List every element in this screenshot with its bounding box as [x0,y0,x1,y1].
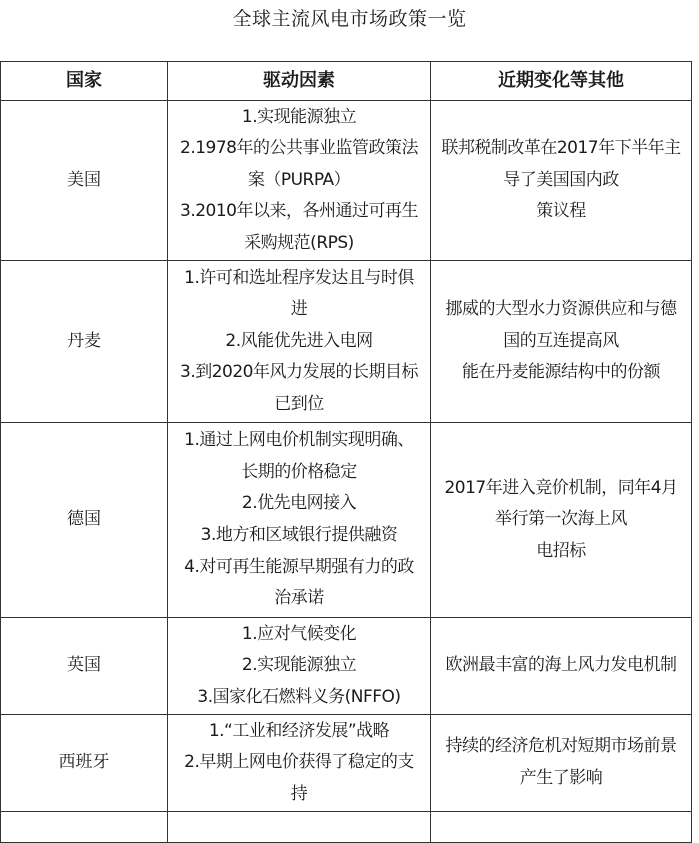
change-line: 国的互连提高风 [503,330,619,351]
driver-line: 2.1978年的公共事业监管政策法 [180,138,418,159]
table-row [1,423,692,618]
changes-cell [431,618,692,715]
change-line: 策议程 [536,201,586,222]
driver-line: 治承诺 [274,588,324,609]
drivers-cell [168,261,431,423]
table-row [1,812,692,843]
change-line: 产生了影响 [519,768,603,788]
driver-line: 2.风能优先进入电网 [225,330,373,351]
change-line: 持续的经济危机对短期市场前景 [445,736,677,757]
driver-line: 已到位 [274,393,324,414]
drivers-cell [168,618,431,715]
policy-table [0,61,692,843]
change-line: 电招标 [536,540,586,561]
driver-line: 1.实现能源独立 [241,106,357,127]
driver-line: 3.2010年以来，各州通过可再生 [180,201,418,222]
driver-line: 长期的价格稳定 [241,461,357,482]
table-row [1,715,692,812]
table-row [1,261,692,423]
header-drivers: 驱动因素 [168,62,431,101]
change-line: 欧洲最丰富的海上风力发电机制 [445,655,677,676]
change-line: 举行第一次海上风 [495,509,627,530]
header-row [1,62,692,101]
table-row [1,101,692,261]
driver-line: 3.到2020年风力发展的长期目标 [180,362,418,383]
change-line: 能在丹麦能源结构中的份额 [462,362,660,383]
change-line: 2017年进入竞价机制，同年4月 [444,477,678,498]
driver-line: 1.应对气候变化 [241,623,357,644]
driver-line: 1.“工业和经济发展”战略 [208,720,390,741]
country-cell: 丹麦 [1,261,168,423]
driver-line: 进 [290,299,308,320]
driver-line: 1.通过上网电价机制实现明确、 [184,430,414,451]
changes-cell [431,812,692,843]
driver-line: 案（PURPA） [247,169,351,190]
driver-line: 2.早期上网电价获得了稳定的支 [184,752,414,773]
changes-cell [431,715,692,812]
changes-cell [431,423,692,618]
table-title: 全球主流风电市场政策一览 [232,8,467,30]
driver-line: 3.地方和区域银行提供融资 [200,525,398,545]
table-row [1,618,692,715]
driver-line: 3.国家化石燃料义务(NFFO) [197,686,401,707]
changes-cell [431,261,692,423]
driver-line: 采购规范(RPS) [244,232,354,253]
driver-line: 2.实现能源独立 [241,655,357,676]
header-country: 国家 [1,62,168,101]
drivers-cell [168,715,431,812]
drivers-cell [168,812,431,843]
change-line: 联邦税制改革在2017年下半年主 [441,138,681,159]
drivers-cell [168,423,431,618]
country-cell: 英国 [1,618,168,715]
country-cell: 德国 [1,423,168,618]
header-changes: 近期变化等其他 [431,62,692,101]
change-line: 挪威的大型水力资源供应和与德 [445,299,677,320]
country-cell [1,812,168,843]
driver-line: 1.许可和选址程序发达且与时俱 [184,267,414,288]
changes-cell [431,101,692,261]
driver-line: 4.对可再生能源早期强有力的政 [184,556,414,577]
change-line: 导了美国国内政 [503,169,619,190]
driver-line: 持 [290,783,308,804]
country-cell: 美国 [1,101,168,261]
drivers-cell [168,101,431,261]
country-cell: 西班牙 [1,715,168,812]
driver-line: 2.优先电网接入 [241,493,357,514]
